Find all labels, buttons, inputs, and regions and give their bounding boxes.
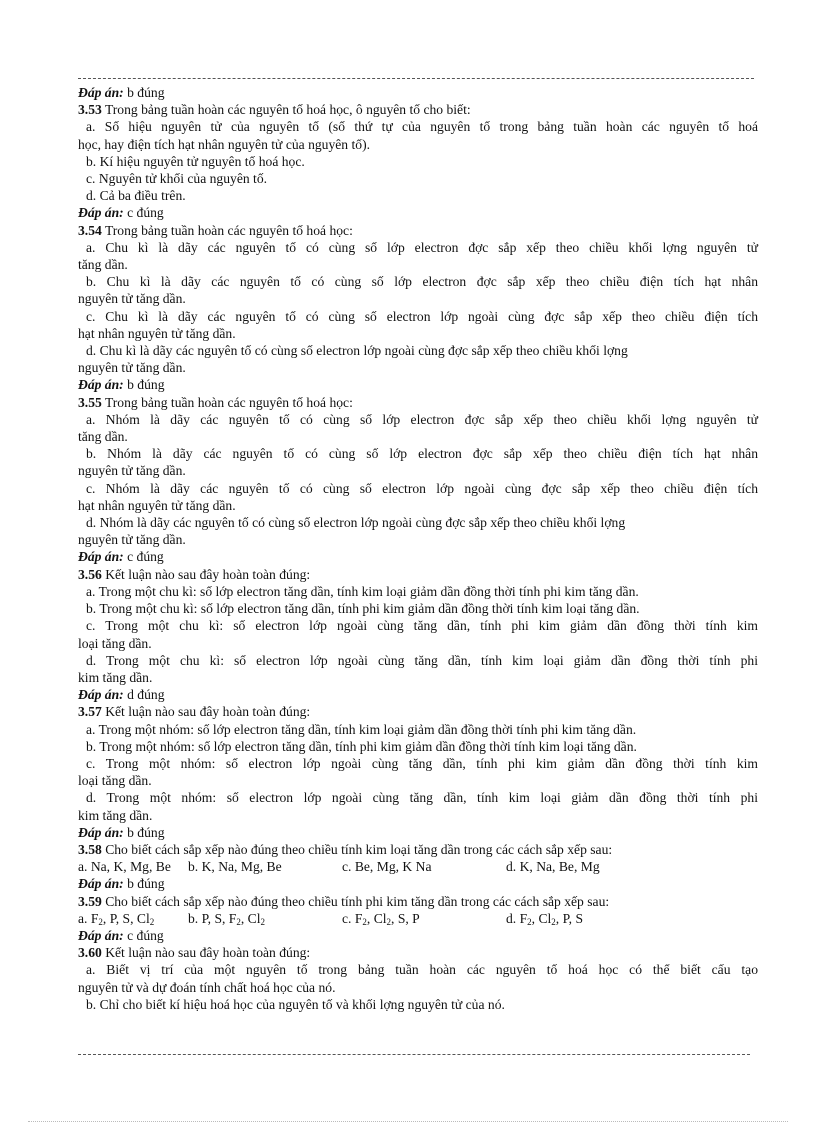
answer-line: [78, 84, 758, 101]
option-line: a. Trong một chu kì: số lớp electron tăng dần, tính kim loại giảm dần đồng thời tính phi kim tăng dần.: [86, 583, 639, 599]
option-item: c. Be, Mg, K Na: [342, 859, 432, 875]
option-line: a. Trong một nhóm: số lớp electron tăng dần, tính kim loại giảm dần đồng thời tính phi kim tăng dần.: [86, 721, 637, 737]
answer-value: c đúng: [123, 205, 164, 221]
question-line: [78, 101, 758, 118]
option-line: d. Chu kì là dãy các nguyên tố có cùng số electron lớp ngoài cùng đợc sắp xếp theo chiều khối lợng: [86, 343, 628, 359]
answer-line: [78, 548, 758, 565]
option-line: a. Chu kì là dãy các nguyên tố có cùng số lớp electron đợc sắp xếp theo chiều khối lợng nguyên tử: [86, 239, 758, 255]
option-line: a. Biết vị trí của một nguyên tố trong bảng tuần hoàn các nguyên tố hoá học có thể biết cấu tạo: [86, 962, 758, 978]
option-line: c. Nhóm là dãy các nguyên tố có cùng số electron lớp ngoài cùng đợc sắp xếp theo chiều điện tích: [86, 480, 758, 496]
option-line: b. Trong một nhóm: số lớp electron tăng dần, tính phi kim giảm dần đồng thời tính kim loại tăng dần.: [86, 738, 637, 754]
question-number: 3.60: [78, 945, 102, 961]
option-item: b. P, S, $F_2$, $Cl_2$: [188, 910, 266, 927]
option-continuation: nguyên tử tăng dần.: [78, 360, 186, 376]
option-line: b. Kí hiệu nguyên tử nguyên tố hoá học.: [86, 153, 305, 169]
option-line: d. Trong một chu kì: số electron lớp ngoài cùng tăng dần, tính kim loại giảm dần đồng thời tính phi: [86, 652, 758, 668]
question-number: 3.57: [78, 704, 102, 720]
answer-label: Đáp án:: [78, 927, 124, 943]
option-line: d. Nhóm là dãy các nguyên tố có cùng số electron lớp ngoài cùng đợc sắp xếp theo chiều khối lợng: [86, 515, 626, 531]
answer-label: Đáp án:: [78, 687, 124, 703]
question-number: 3.56: [78, 566, 102, 582]
question-line: [78, 703, 758, 720]
bottom-dashed-rule: [78, 1054, 750, 1055]
option-line: b. Chu kì là dãy các nguyên tố có cùng số lớp electron đợc sắp xếp theo chiều điện tích hạt nhân: [86, 274, 758, 290]
document-body: [78, 84, 758, 1013]
page-edge-dotted-rule: [28, 1121, 788, 1122]
question-line: [78, 222, 758, 239]
question-number: 3.55: [78, 394, 102, 410]
option-continuation: loại tăng dần.: [78, 773, 152, 789]
answer-value: c đúng: [123, 549, 164, 565]
top-dashed-rule: [78, 78, 754, 79]
option-line: a. Số hiệu nguyên tử của nguyên tố (số thứ tự của nguyên tố trong bảng tuần hoàn các nguyên tố hoá: [86, 119, 758, 135]
question-text: Kết luận nào sau đây hoàn toàn đúng:: [101, 704, 311, 720]
question-number: 3.54: [78, 222, 102, 238]
question-line: [78, 944, 758, 961]
question-number: 3.58: [78, 841, 102, 857]
answer-value: b đúng: [123, 85, 165, 100]
option-continuation: nguyên tử tăng dần.: [78, 463, 186, 479]
option-continuation: tăng dần.: [78, 257, 128, 273]
answer-value: b đúng: [123, 377, 165, 393]
option-line: c. Trong một chu kì: số electron lớp ngoài cùng tăng dần, tính phi kim giảm dần đồng thời tính kim: [86, 618, 758, 634]
option-line: b. Nhóm là dãy các nguyên tố có cùng số lớp electron đợc sắp xếp theo chiều điện tích hạt nhân: [86, 446, 758, 462]
question-text: Cho biết cách sắp xếp nào đúng theo chiều tính kim loại tăng dần trong các cách sắp xếp sau:: [101, 841, 613, 857]
option-item: d. K, Na, Be, Mg: [506, 859, 600, 875]
answer-line: [78, 875, 758, 892]
answer-line: [78, 927, 758, 944]
option-line: d. Trong một nhóm: số electron lớp ngoài cùng tăng dần, tính kim loại giảm dần đồng thời tính phi: [86, 790, 758, 806]
answer-line: [78, 376, 758, 393]
option-continuation: tăng dần.: [78, 429, 128, 445]
option-item: b. K, Na, Mg, Be: [188, 859, 282, 875]
question-text: Kết luận nào sau đây hoàn toàn đúng:: [101, 566, 311, 582]
question-text: Kết luận nào sau đây hoàn toàn đúng:: [101, 945, 311, 961]
option-continuation: nguyên tử tăng dần.: [78, 291, 186, 307]
answer-value: c đúng: [123, 927, 164, 943]
answer-label: Đáp án:: [78, 85, 124, 100]
question-text: Trong bảng tuần hoàn các nguyên tố hoá học:: [101, 394, 353, 410]
option-continuation: kim tăng dần.: [78, 669, 153, 685]
answer-label: Đáp án:: [78, 876, 124, 892]
option-continuation: học, hay điện tích hạt nhân nguyên tử của nguyên tố).: [78, 136, 371, 152]
question-text: Trong bảng tuần hoàn các nguyên tố hoá học, ô nguyên tố cho biết:: [101, 102, 471, 118]
answer-value: b đúng: [123, 876, 165, 892]
options-row: [78, 858, 758, 875]
option-continuation: hạt nhân nguyên tử tăng dần.: [78, 497, 236, 513]
answer-value: b đúng: [123, 824, 165, 840]
question-line: [78, 841, 758, 858]
question-number: 3.53: [78, 102, 102, 118]
answer-line: [78, 204, 758, 221]
option-line: b. Chỉ cho biết kí hiệu hoá học của nguyên tố và khối lợng nguyên tử của nó.: [86, 996, 505, 1012]
options-row: [78, 910, 758, 927]
answer-label: Đáp án:: [78, 824, 124, 840]
option-continuation: nguyên tử tăng dần.: [78, 532, 186, 548]
option-line: d. Cả ba điều trên.: [86, 188, 186, 204]
option-line: c. Trong một nhóm: số electron lớp ngoài cùng tăng dần, tính phi kim giảm dần đồng thời tính kim: [86, 755, 758, 771]
option-item: a. $F_2$, P, S, $Cl_2$: [78, 910, 155, 927]
question-number: 3.59: [78, 893, 102, 909]
option-continuation: nguyên tử và dự đoán tính chất hoá học của nó.: [78, 979, 336, 995]
answer-label: Đáp án:: [78, 205, 124, 221]
question-line: [78, 566, 758, 583]
option-item: c. $F_2$, $Cl_2$, S, P: [342, 910, 420, 927]
option-continuation: hạt nhân nguyên tử tăng dần.: [78, 325, 236, 341]
question-text: Cho biết cách sắp xếp nào đúng theo chiều tính phi kim tăng dần trong các cách sắp xếp sau:: [101, 893, 610, 909]
option-continuation: loại tăng dần.: [78, 635, 152, 651]
option-line: b. Trong một chu kì: số lớp electron tăng dần, tính phi kim giảm dần đồng thời tính kim loại tăng dần.: [86, 601, 640, 617]
answer-value: d đúng: [123, 687, 165, 703]
option-item: a. Na, K, Mg, Be: [78, 859, 171, 875]
option-line: a. Nhóm là dãy các nguyên tố có cùng số lớp electron đợc sắp xếp theo chiều khối lợng nguyên tử: [86, 411, 758, 427]
option-continuation: kim tăng dần.: [78, 807, 153, 823]
answer-line: [78, 686, 758, 703]
question-line: [78, 394, 758, 411]
answer-label: Đáp án:: [78, 549, 124, 565]
answer-line: [78, 824, 758, 841]
answer-label: Đáp án:: [78, 377, 124, 393]
option-item: d. $F_2$, $Cl_2$, P, S: [506, 910, 584, 927]
question-line: [78, 893, 758, 910]
option-line: c. Chu kì là dãy các nguyên tố có cùng số electron lớp ngoài cùng đợc sắp xếp theo chiều điện tích: [86, 308, 758, 324]
question-text: Trong bảng tuần hoàn các nguyên tố hoá học:: [101, 222, 353, 238]
option-line: c. Nguyên tử khối của nguyên tố.: [86, 171, 268, 187]
